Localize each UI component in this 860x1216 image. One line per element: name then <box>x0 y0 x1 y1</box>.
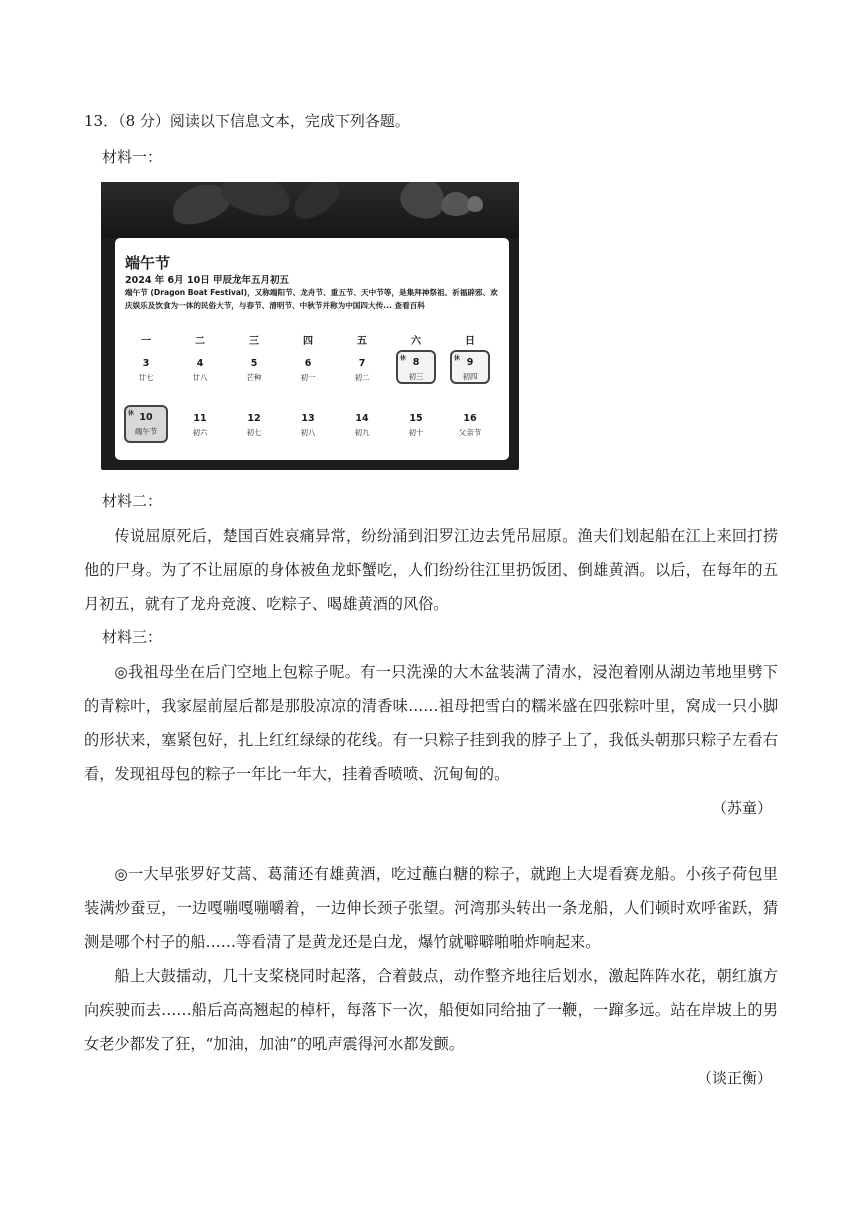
weekday-label: 三 <box>249 336 259 347</box>
rest-mark: 休 <box>454 355 461 362</box>
material1-label: 材料一： <box>102 148 163 166</box>
calendar-day: 11 初六 <box>192 413 208 437</box>
calendar-day: 12 初七 <box>246 413 262 437</box>
material3-paragraph-2: ◎一大早张罗好艾蒿、葛蒲还有雄黄酒，吃过蘸白糖的粽子，就跑上大堤看赛龙船。小孩子荷包里装满炒蚕豆，一边嘎嘣嘎嘣嚼着，一边伸长颈子张望。河湾那头转出一条龙船，人们顿时欢呼雀跃，猜测是哪个村子的船……等看清了是黄龙还是白龙，爆竹就噼噼啪啪炸响起来。 <box>84 865 778 951</box>
calendar-day: 16 父亲节 <box>458 413 482 437</box>
calendar-day: 3 廿七 <box>138 358 154 382</box>
weekday-label: 二 <box>195 336 205 347</box>
calendar-day: 13 初八 <box>300 413 316 437</box>
calendar-day-holiday: 休 8 初三 <box>396 350 436 384</box>
author-tan-zhengheng: （谈正衡） <box>696 1069 772 1087</box>
weekday-label: 五 <box>357 336 367 347</box>
calendar-day: 15 初十 <box>408 413 424 437</box>
weekday-label: 日 <box>465 336 475 347</box>
calendar-day: 14 初九 <box>354 413 370 437</box>
weekday-label: 六 <box>411 336 421 347</box>
material2-label: 材料二： <box>102 492 163 510</box>
rest-mark: 休 <box>400 355 407 362</box>
weekday-label: 四 <box>303 336 313 347</box>
calendar-image <box>101 182 519 470</box>
calendar-day-holiday: 休 9 初四 <box>450 350 490 384</box>
rest-mark: 休 <box>128 410 135 417</box>
calendar-day: 6 初一 <box>300 358 316 382</box>
calendar-banner <box>101 182 519 238</box>
material3-label: 材料三： <box>102 628 163 646</box>
weekday-label: 一 <box>141 336 151 347</box>
question-heading: 13．（8 分）阅读以下信息文本，完成下列各题。 <box>84 112 410 130</box>
material2-paragraph: 传说屈原死后，楚国百姓哀痛异常，纷纷涌到汨罗江边去凭吊屈原。渔夫们划起船在江上来回打捞他的尸身。为了不让屈原的身体被鱼龙虾蟹吃，人们纷纷往江里扔饭团、倒雄黄酒。以后，在每年的五月初五，就有了龙舟竞渡、吃粽子、喝雄黄酒的风俗。 <box>84 527 778 613</box>
calendar-date: 2024 年 6月 10日 甲辰龙年五月初五 <box>125 275 290 286</box>
calendar-day: 5 芒种 <box>246 358 262 382</box>
calendar-day-dragon-boat: 休 10 端午节 <box>124 405 168 443</box>
material3-paragraph-1: ◎我祖母坐在后门空地上包粽子呢。有一只洗澡的大木盆装满了清水，浸泡着刚从湖边苇地里劈下的青粽叶，我家屋前屋后都是那股凉凉的清香味……祖母把雪白的糯米盛在四张粽叶里，窝成一只小脚的形状来，塞紧包好，扎上红红绿绿的花线。有一只粽子挂到我的脖子上了，我低头朝那只粽子左看右看，发现祖母包的粽子一年比一年大，挂着香喷喷、沉甸甸的。 <box>84 663 778 783</box>
calendar-day: 4 廿八 <box>192 358 208 382</box>
calendar-description: 端午节 (Dragon Boat Festival)，又称端阳节、龙舟节、重五节、天中节等，是集拜神祭祖、祈福辟邪、欢庆娱乐及饮食为一体的民俗大节，与春节、清明节、中秋节并称为中国四大传... 查看百科 <box>125 288 498 310</box>
calendar-day: 7 初二 <box>354 358 370 382</box>
material3-paragraph-3: 船上大鼓擂动，几十支桨桡同时起落，合着鼓点，动作整齐地往后划水，激起阵阵水花，朝红旗方向疾驶而去……船后高高翘起的棹杆，每落下一次，船便如同给抽了一鞭，一蹿多远。站在岸坡上的男女老少都发了狂，“加油，加油”的吼声震得河水都发颤。 <box>84 967 778 1053</box>
author-su-tong: （苏童） <box>711 799 772 817</box>
calendar-title: 端午节 <box>125 254 171 272</box>
calendar-card <box>115 238 509 460</box>
